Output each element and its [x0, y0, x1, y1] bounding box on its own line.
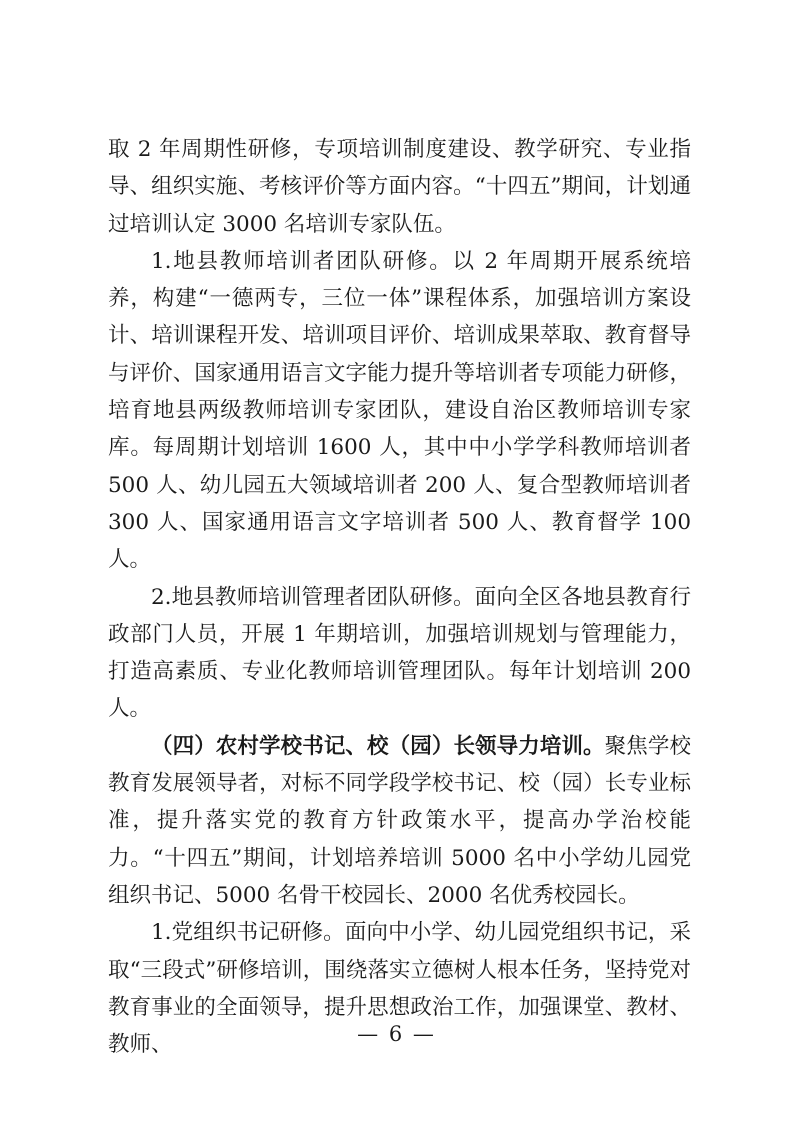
paragraph-4	[108, 728, 691, 914]
page-number: — 6 —	[357, 1022, 436, 1046]
body-text	[108, 131, 691, 1063]
paragraph-3	[108, 579, 691, 728]
section-heading: （四）农村学校书记、校（园）长领导力培训。	[151, 733, 605, 759]
paragraph-1-text: 取 2 年周期性研修，专项培训制度建设、教学研究、专业指导、组织实施、考核评价等方面内容。“十四五”期间，计划通过培训认定 3000 名培训专家队伍。	[108, 137, 691, 237]
paragraph-2-text: 1.地县教师培训者团队研修。以 2 年周期开展系统培养，构建“一德两专，三位一体”课程体系，加强培训方案设计、培训课程开发、培训项目评价、培训成果萃取、教育督导与评价、国家通用语言文字能力提升等培训者专项能力研修，培育地县两级教师培训专家团队，建设自治区教师培训专家库。每周期计划培训 1600 人，其中中小学学科教师培训者 500 人、幼儿园五大领域培训者 200 人、复合型教师培训者 300 人、国家通用语言文字培训者 500 人、教育督学 100 人。	[108, 248, 691, 573]
paragraph-2	[108, 243, 691, 579]
paragraph-1	[108, 131, 691, 243]
paragraph-5-text: 1.党组织书记研修。面向中小学、幼儿园党组织书记，采取“三段式”研修培训，围绕落实立德树人根本任务，坚持党对教育事业的全面领导，提升思想政治工作，加强课堂、教材、教师、	[108, 920, 691, 1058]
paragraph-3-text: 2.地县教师培训管理者团队研修。面向全区各地县教育行政部门人员，开展 1 年期培训，加强培训规划与管理能力，打造高素质、专业化教师培训管理团队。每年计划培训 200 人。	[108, 584, 691, 722]
paragraph-4-text: 聚焦学校教育发展领导者，对标不同学段学校书记、校（园）长专业标准，提升落实党的教育方针政策水平，提高办学治校能力。“十四五”期间，计划培养培训 5000 名中小学幼儿园党组织书记、5000 名骨干校园长、2000 名优秀校园长。	[108, 733, 691, 908]
